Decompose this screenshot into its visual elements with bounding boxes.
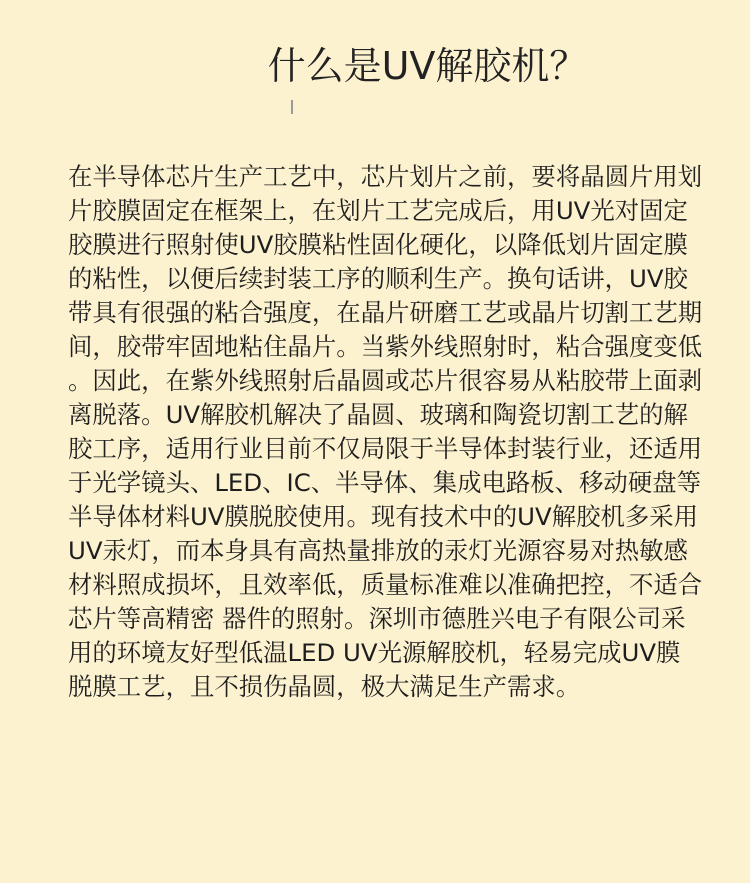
paragraph-line: 。因此，在紫外线照射后晶圆或芯片很容易从粘胶带上面剥 bbox=[68, 366, 703, 395]
paragraph-line: 在半导体芯片生产工艺中，芯片划片之前，要将晶圆片用划 bbox=[68, 162, 703, 191]
paragraph-line: 脱膜工艺，且不损伤晶圆，极大满足生产需求。 bbox=[68, 672, 581, 701]
page-title: 什么是UV解胶机？ bbox=[267, 44, 588, 88]
paragraph-line: 半导体材料UV膜脱胶使用。现有技术中的UV解胶机多采用 bbox=[68, 502, 699, 531]
paragraph-line: 带具有很强的粘合强度，在晶片研磨工艺或晶片切割工艺期 bbox=[68, 298, 703, 327]
paragraph-line: 材料照成损坏，且效率低，质量标准难以准确把控，不适合 bbox=[68, 570, 703, 599]
paragraph-line: UV汞灯，而本身具有高热量排放的汞灯光源容易对热敏感 bbox=[68, 536, 688, 565]
paragraph-line: 的粘性，以便后续封装工序的顺利生产。换句话讲，UV胶 bbox=[68, 264, 688, 293]
paragraph-line: 间，胶带牢固地粘住晶片。当紫外线照射时，粘合强度变低 bbox=[68, 332, 703, 361]
paragraph-line: 片胶膜固定在框架上，在划片工艺完成后，用UV光对固定 bbox=[68, 196, 688, 225]
paragraph-line: 用的环境友好型低温LED UV光源解胶机，轻易完成UV膜 bbox=[68, 638, 681, 667]
paragraph-line: 于光学镜头、LED、IC、半导体、集成电路板、移动硬盘等 bbox=[68, 468, 701, 497]
paragraph-line: 离脱落。UV解胶机解决了晶圆、玻璃和陶瓷切割工艺的解 bbox=[68, 400, 688, 429]
text-cursor bbox=[291, 100, 293, 114]
paragraph-line: 胶工序，适用行业目前不仅局限于半导体封装行业，还适用 bbox=[68, 434, 703, 463]
paragraph-line: 芯片等高精密 器件的照射。深圳市德胜兴电子有限公司采 bbox=[68, 604, 686, 633]
paragraph-line: 胶膜进行照射使UV胶膜粘性固化硬化，以降低划片固定膜 bbox=[68, 230, 688, 259]
